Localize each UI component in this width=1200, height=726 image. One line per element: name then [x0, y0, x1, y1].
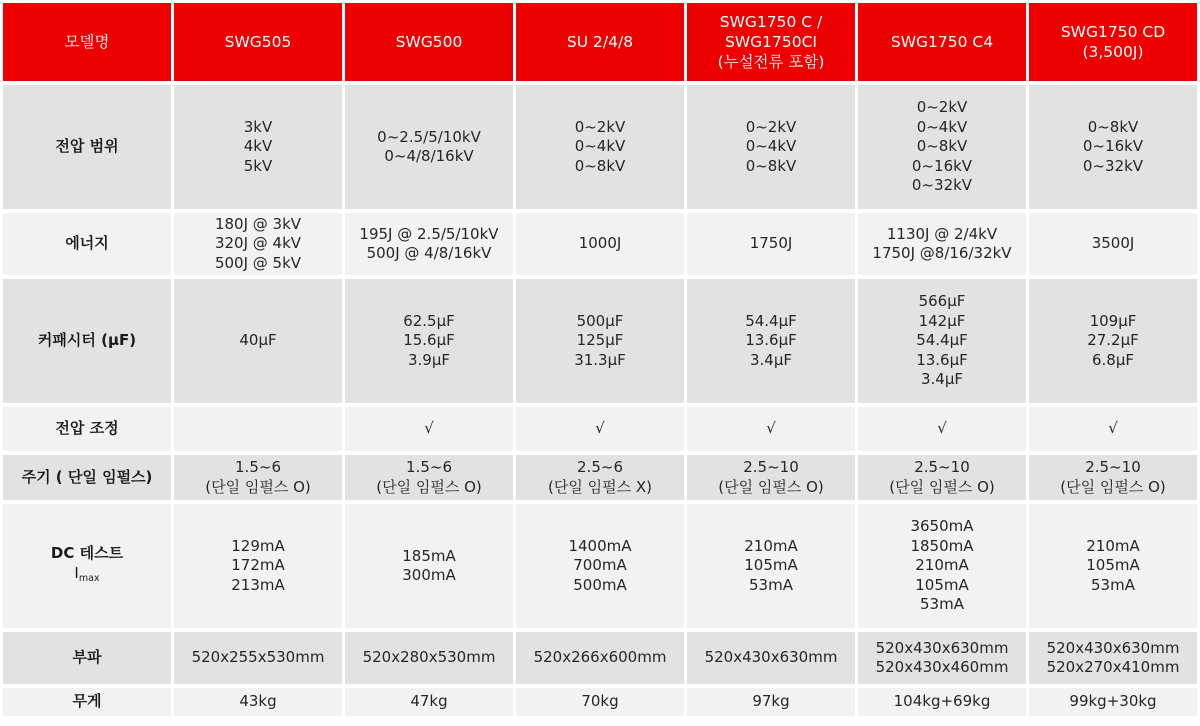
- table-cell: [345, 85, 513, 209]
- row-dc-test: [3, 504, 1197, 628]
- cell-line: 0~2kV: [574, 117, 626, 136]
- cell-line: 0~8kV: [1087, 117, 1139, 136]
- table-cell: [516, 407, 684, 451]
- imax-label: $I_{max}$: [74, 563, 100, 584]
- table-cell: [1029, 407, 1197, 451]
- table-cell: [345, 407, 513, 451]
- cell-line: 4kV: [243, 137, 273, 156]
- cell-line: 0~16kV: [911, 156, 973, 175]
- header-model-cell: [174, 3, 342, 81]
- cell-line: 500μF: [576, 311, 624, 330]
- table-cell: [174, 213, 342, 275]
- table-cell: [687, 632, 855, 684]
- cell-line: 13.6μF: [916, 350, 968, 369]
- table-cell: [687, 504, 855, 628]
- cell-line: 0~32kV: [1082, 156, 1144, 175]
- table-cell: [345, 504, 513, 628]
- row-label: 무게: [3, 688, 171, 716]
- check-mark: √: [1108, 419, 1118, 438]
- cell-line: 320J @ 4kV: [214, 234, 302, 253]
- table-cell: [687, 455, 855, 500]
- cell-line: 520x430x630mm: [704, 648, 838, 667]
- cell-line: 105mA: [915, 575, 969, 594]
- cell-line: 500mA: [573, 575, 627, 594]
- cell-line: 0~4kV: [574, 137, 626, 156]
- table-cell: [1029, 279, 1197, 403]
- cell-line: 0~8kV: [745, 156, 797, 175]
- model-name: SU 2/4/8: [566, 33, 634, 51]
- table-cell: [516, 455, 684, 500]
- model-note: (누설전류 포함): [717, 53, 825, 71]
- table-cell: [687, 688, 855, 716]
- model-name: SWG505: [224, 33, 292, 51]
- cell-line: 1130J @ 2/4kV: [886, 224, 998, 243]
- table-cell: [687, 279, 855, 403]
- cell-line: 0~4kV: [745, 137, 797, 156]
- cell-line: 3.4μF: [920, 370, 964, 389]
- cell-line: 520x430x460mm: [875, 658, 1009, 676]
- table-cell: [174, 407, 342, 451]
- cell-line: 1400mA: [568, 536, 632, 555]
- cell-line: 53mA: [920, 595, 964, 614]
- table-cell: [858, 213, 1026, 275]
- cell-line: 15.6μF: [403, 331, 455, 350]
- cell-line: 185mA: [402, 546, 456, 565]
- header-model-cell: [687, 3, 855, 81]
- cell-line: 125μF: [576, 331, 624, 350]
- cell-line: 6.8μF: [1091, 350, 1135, 369]
- table-cell: [345, 455, 513, 500]
- cell-line: 62.5μF: [403, 311, 455, 330]
- cell-line: 300mA: [402, 566, 456, 584]
- cell-line: 500J @ 4/8/16kV: [366, 244, 492, 262]
- cell-line: 0~2.5/5/10kV: [377, 127, 481, 146]
- cell-line: 3.4μF: [749, 350, 793, 369]
- model-name: SWG500: [395, 33, 463, 51]
- table-cell: [858, 688, 1026, 716]
- header-label-cell: [3, 3, 171, 81]
- row-volume: [3, 632, 1197, 684]
- row-label: [3, 504, 171, 628]
- cell-line: 3.9μF: [407, 350, 451, 369]
- cell-line: 1850mA: [910, 536, 974, 555]
- cell-line: 40μF: [239, 331, 277, 350]
- cell-line: 54.4μF: [745, 311, 797, 330]
- cell-line: 3500J: [1091, 234, 1135, 253]
- cell-line: (단일 임펄스 O): [376, 477, 482, 496]
- cell-line: 142μF: [918, 311, 966, 330]
- cell-line: 210mA: [744, 536, 798, 555]
- cell-line: 520x430x630mm: [875, 638, 1009, 657]
- cell-line: 0~4kV: [916, 117, 968, 136]
- model-note: (3,500J): [1082, 43, 1144, 61]
- cell-line: 1.5~6: [235, 458, 281, 476]
- cell-line: (단일 임펄스 O): [1060, 477, 1166, 496]
- row-label: 에너지: [3, 213, 171, 275]
- header-model-cell: [858, 3, 1026, 81]
- row-energy: [3, 213, 1197, 275]
- cell-line: 2.5~10: [1085, 458, 1141, 476]
- cell-line: 172mA: [231, 556, 285, 575]
- cell-line: 3650mA: [910, 517, 974, 536]
- row-voltage-adjust: [3, 407, 1197, 451]
- cell-line: 520x280x530mm: [362, 648, 496, 667]
- table-cell: [1029, 632, 1197, 684]
- cell-line: 1.5~6: [406, 458, 452, 476]
- table-cell: [174, 632, 342, 684]
- table-cell: [858, 504, 1026, 628]
- model-name: SWG1750 C /: [719, 13, 823, 31]
- cell-line: 566μF: [918, 292, 966, 311]
- header-model-cell: [1029, 3, 1197, 81]
- table-cell: [858, 407, 1026, 451]
- cell-line: 5kV: [243, 156, 273, 175]
- model-name: SWG1750 CD: [1060, 23, 1166, 41]
- header-label: 모델명: [64, 33, 110, 51]
- cell-line: 180J @ 3kV: [214, 214, 302, 233]
- cell-line: 97kg: [752, 692, 790, 711]
- cell-line: 3kV: [243, 117, 273, 136]
- cell-line: 70kg: [581, 692, 619, 711]
- cell-line: 43kg: [239, 692, 277, 711]
- cell-line: 520x255x530mm: [191, 648, 325, 667]
- table-cell: [516, 213, 684, 275]
- cell-line: 210mA: [1086, 536, 1140, 555]
- cell-line: 700mA: [573, 556, 627, 575]
- table-cell: [516, 688, 684, 716]
- cell-line: 0~8kV: [916, 137, 968, 156]
- row-cycle: [3, 455, 1197, 500]
- table-cell: [687, 213, 855, 275]
- row-label: 전압 조정: [3, 407, 171, 451]
- table-cell: [345, 213, 513, 275]
- table-cell: [1029, 688, 1197, 716]
- cell-line: (단일 임펄스 O): [718, 477, 824, 496]
- cell-line: 129mA: [231, 536, 285, 555]
- cell-line: 520x430x630mm: [1046, 638, 1180, 657]
- table-cell: [858, 279, 1026, 403]
- table-cell: [174, 455, 342, 500]
- cell-line: 1750J @8/16/32kV: [872, 244, 1012, 262]
- cell-line: 47kg: [410, 692, 448, 711]
- cell-line: 99kg+30kg: [1069, 692, 1157, 711]
- cell-line: 2.5~6: [577, 458, 623, 476]
- cell-line: 31.3μF: [574, 350, 626, 369]
- cell-line: 195J @ 2.5/5/10kV: [359, 224, 499, 243]
- table-cell: [174, 279, 342, 403]
- cell-line: 500J @ 5kV: [214, 253, 302, 272]
- cell-line: 0~2kV: [745, 117, 797, 136]
- check-mark: √: [424, 419, 434, 438]
- cell-line: 0~2kV: [916, 98, 968, 117]
- cell-line: 105mA: [1086, 556, 1140, 575]
- table-cell: [687, 85, 855, 209]
- table-cell: [1029, 504, 1197, 628]
- cell-line: (단일 임펄스 O): [205, 477, 311, 496]
- row-label: 커패시터 (μF): [3, 279, 171, 403]
- header-row: [3, 3, 1197, 81]
- header-model-cell: [516, 3, 684, 81]
- table-cell: [858, 85, 1026, 209]
- cell-line: 53mA: [1091, 575, 1135, 594]
- table-cell: [516, 279, 684, 403]
- cell-line: 27.2μF: [1087, 331, 1139, 350]
- table-cell: [1029, 455, 1197, 500]
- table-cell: [1029, 213, 1197, 275]
- cell-line: 1000J: [578, 234, 622, 253]
- cell-line: 2.5~10: [914, 458, 970, 476]
- check-mark: √: [937, 419, 947, 438]
- row-label: 부파: [3, 632, 171, 684]
- table-cell: [516, 632, 684, 684]
- cell-line: 13.6μF: [745, 331, 797, 350]
- cell-line: (단일 임펄스 X): [548, 477, 652, 496]
- cell-line: 54.4μF: [916, 331, 968, 350]
- table-cell: [516, 504, 684, 628]
- cell-line: 0~16kV: [1082, 137, 1144, 156]
- cell-line: 53mA: [749, 575, 793, 594]
- table-cell: [174, 688, 342, 716]
- row-capacitor: [3, 279, 1197, 403]
- cell-line: 105mA: [744, 556, 798, 575]
- cell-line: 0~4/8/16kV: [384, 147, 474, 165]
- check-mark: √: [595, 419, 605, 438]
- row-voltage-range: [3, 85, 1197, 209]
- cell-line: 213mA: [231, 575, 285, 594]
- cell-line: (단일 임펄스 O): [889, 477, 995, 496]
- row-label: 주기 ( 단일 임펄스): [3, 455, 171, 500]
- table-cell: [345, 632, 513, 684]
- cell-line: 2.5~10: [743, 458, 799, 476]
- table-cell: [858, 455, 1026, 500]
- table-cell: [858, 632, 1026, 684]
- cell-line: 0~32kV: [911, 176, 973, 195]
- cell-line: 0~8kV: [574, 156, 626, 175]
- cell-line: 104kg+69kg: [893, 692, 991, 711]
- table-cell: [345, 279, 513, 403]
- model-name: SWG1750 C4: [890, 33, 994, 51]
- row-weight: [3, 688, 1197, 716]
- model-name: SWG1750CI: [724, 33, 818, 51]
- table-cell: [1029, 85, 1197, 209]
- table-cell: [174, 504, 342, 628]
- row-label: 전압 범위: [3, 85, 171, 209]
- row-label-text: DC 테스트: [50, 544, 124, 562]
- cell-line: 520x270x410mm: [1046, 658, 1180, 676]
- cell-line: 520x266x600mm: [533, 648, 667, 667]
- cell-line: 210mA: [915, 556, 969, 575]
- cell-line: 1750J: [749, 234, 793, 253]
- header-model-cell: [345, 3, 513, 81]
- table-cell: [687, 407, 855, 451]
- table-cell: [174, 85, 342, 209]
- cell-line: 109μF: [1089, 311, 1137, 330]
- table-cell: [345, 688, 513, 716]
- check-mark: √: [766, 419, 776, 438]
- table-cell: [516, 85, 684, 209]
